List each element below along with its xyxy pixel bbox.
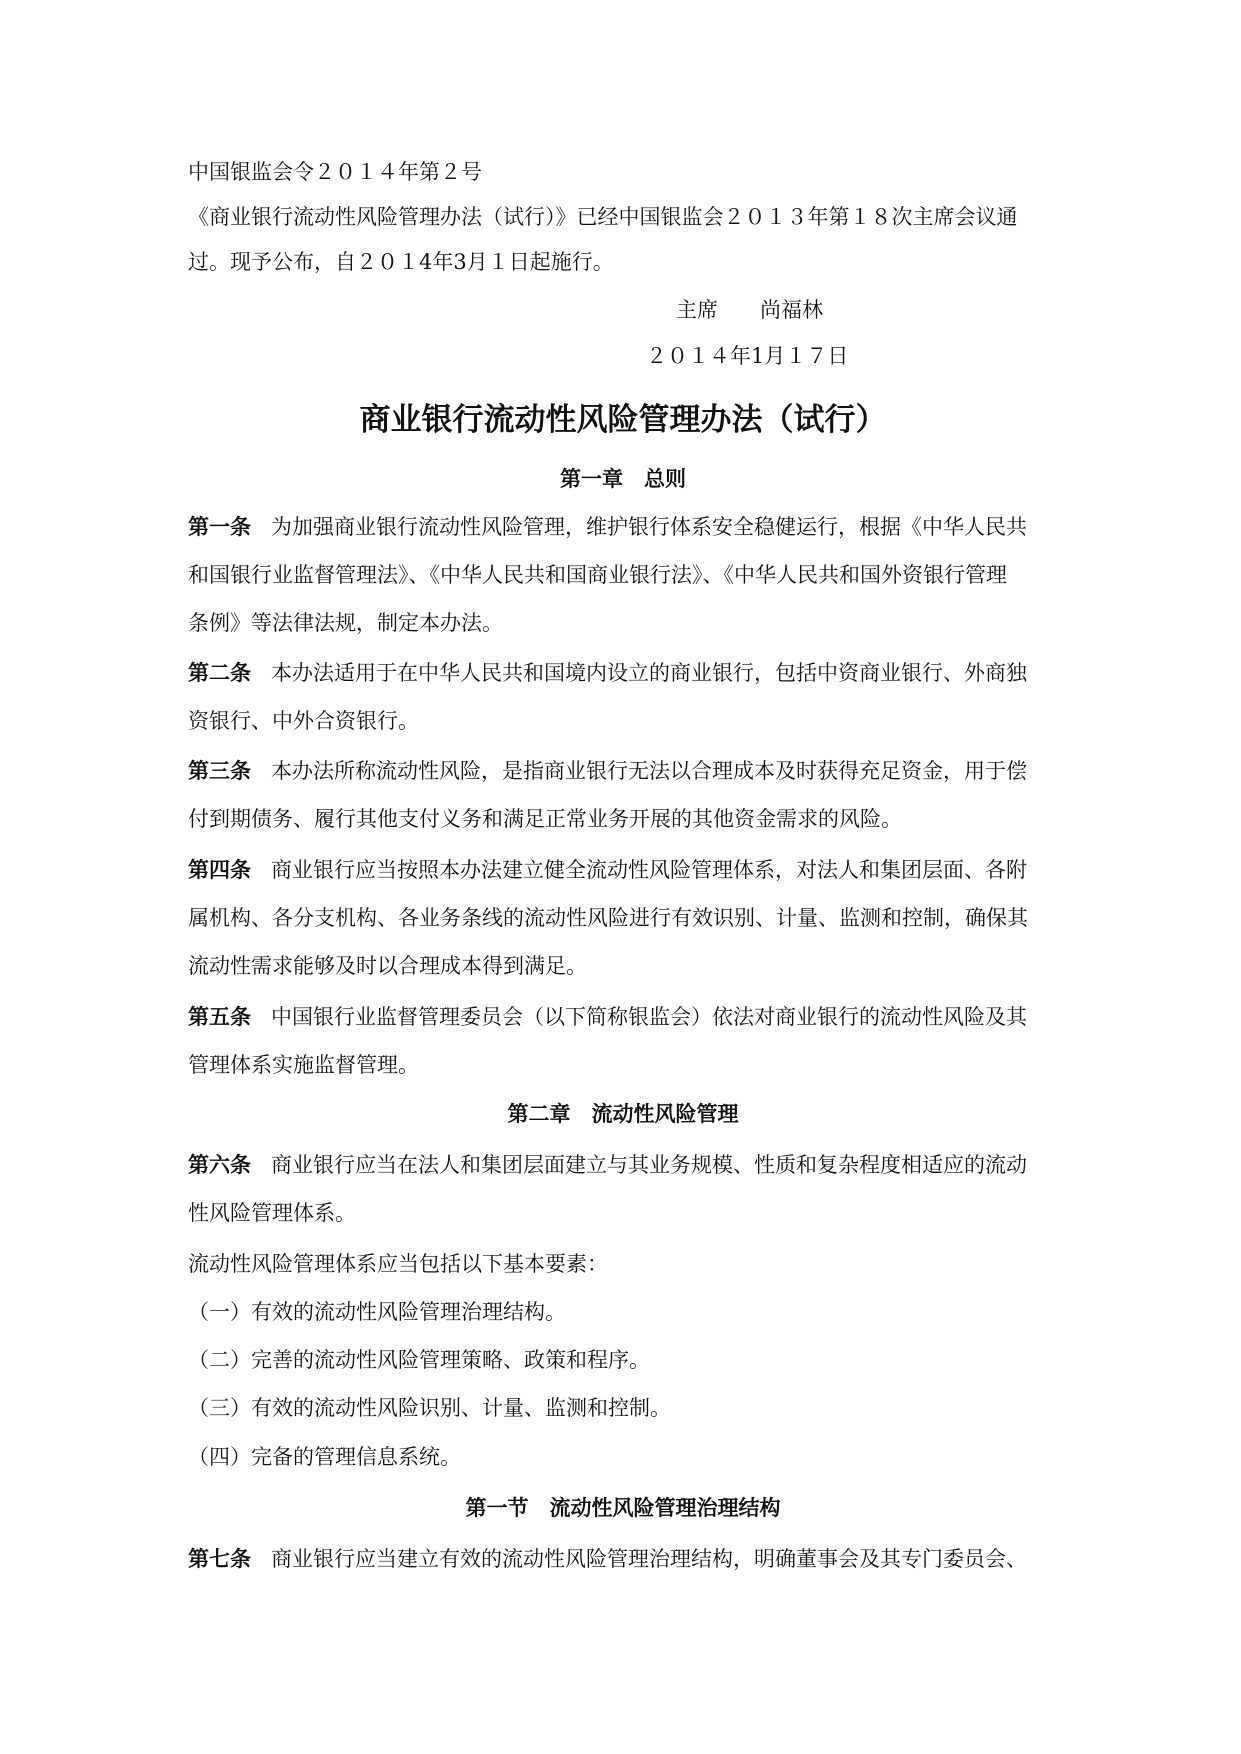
chapter-1-heading: 第一章 总则: [560, 466, 686, 491]
list-item: （二）完善的流动性风险管理策略、政策和程序。: [188, 1348, 650, 1372]
article-6-line-2: 性风险管理体系。: [188, 1201, 356, 1225]
article-5-text: 中国银行业监督管理委员会（以下简称银监会）依法对商业银行的流动性风险及其: [271, 1005, 1027, 1029]
article-7-line-1: [188, 1545, 1058, 1573]
article-3-line-2: 付到期债务、履行其他支付义务和满足正常业务开展的其他资金需求的风险。: [188, 807, 902, 831]
article-1-line-1: [188, 513, 1058, 541]
article-4-line-2: 属机构、各分支机构、各业务条线的流动性风险进行有效识别、计量、监测和控制，确保其: [188, 906, 1028, 930]
article-4-text: 商业银行应当按照本办法建立健全流动性风险管理体系，对法人和集团层面、各附: [271, 858, 1027, 882]
decree-number: 中国银监会令２０１４年第２号: [188, 160, 482, 184]
article-2-text: 本办法适用于在中华人民共和国境内设立的商业银行，包括中资商业银行、外商独: [271, 661, 1027, 685]
elements-intro: 流动性风险管理体系应当包括以下基本要素：: [188, 1252, 608, 1276]
article-4-number: 第四条: [188, 857, 251, 882]
announcement-line-2: 过。现予公布，自２０１4年3月１日起施行。: [188, 250, 614, 274]
article-7-text: 商业银行应当建立有效的流动性风险管理治理结构，明确董事会及其专门委员会、: [271, 1547, 1027, 1571]
article-1-text: 为加强商业银行流动性风险管理，维护银行体系安全稳健运行，根据《中华人民共: [271, 515, 1027, 539]
article-2-line-2: 资银行、中外合资银行。: [188, 709, 419, 733]
article-4-line-1: [188, 856, 1058, 884]
article-6-text: 商业银行应当在法人和集团层面建立与其业务规模、性质和复杂程度相适应的流动: [271, 1153, 1027, 1177]
article-3-text: 本办法所称流动性风险，是指商业银行无法以合理成本及时获得充足资金，用于偿: [271, 759, 1027, 783]
list-item: （三）有效的流动性风险识别、计量、监测和控制。: [188, 1396, 671, 1420]
article-1-number: 第一条: [188, 514, 251, 539]
list-item: （一）有效的流动性风险管理治理结构。: [188, 1300, 566, 1324]
article-2-line-1: [188, 659, 1058, 687]
article-6-number: 第六条: [188, 1152, 251, 1177]
list-item: （四）完备的管理信息系统。: [188, 1445, 461, 1469]
article-5-number: 第五条: [188, 1004, 251, 1029]
chapter-2-heading: 第二章 流动性风险管理: [507, 1101, 739, 1126]
article-7-number: 第七条: [188, 1546, 251, 1571]
article-4-line-3: 流动性需求能够及时以合理成本得到满足。: [188, 954, 587, 978]
article-6-line-1: [188, 1151, 1058, 1179]
article-3-number: 第三条: [188, 758, 251, 783]
document-title: 商业银行流动性风险管理办法（试行）: [359, 402, 887, 438]
article-1-line-3: 条例》等法律法规，制定本办法。: [188, 611, 503, 635]
signer: 主席 尚福林: [676, 298, 823, 322]
article-5-line-1: [188, 1003, 1058, 1031]
sign-date: ２０１４年1月１７日: [646, 344, 849, 368]
section-1-heading: 第一节 流动性风险管理治理结构: [465, 1495, 781, 1520]
article-1-line-2: 和国银行业监督管理法》、《中华人民共和国商业银行法》、《中华人民共和国外资银行管理: [188, 563, 1007, 587]
article-2-number: 第二条: [188, 660, 251, 685]
article-5-line-2: 管理体系实施监督管理。: [188, 1053, 419, 1077]
article-3-line-1: [188, 757, 1058, 785]
announcement-line-1: 《商业银行流动性风险管理办法（试行）》已经中国银监会２０１３年第１８次主席会议通: [188, 205, 1018, 229]
